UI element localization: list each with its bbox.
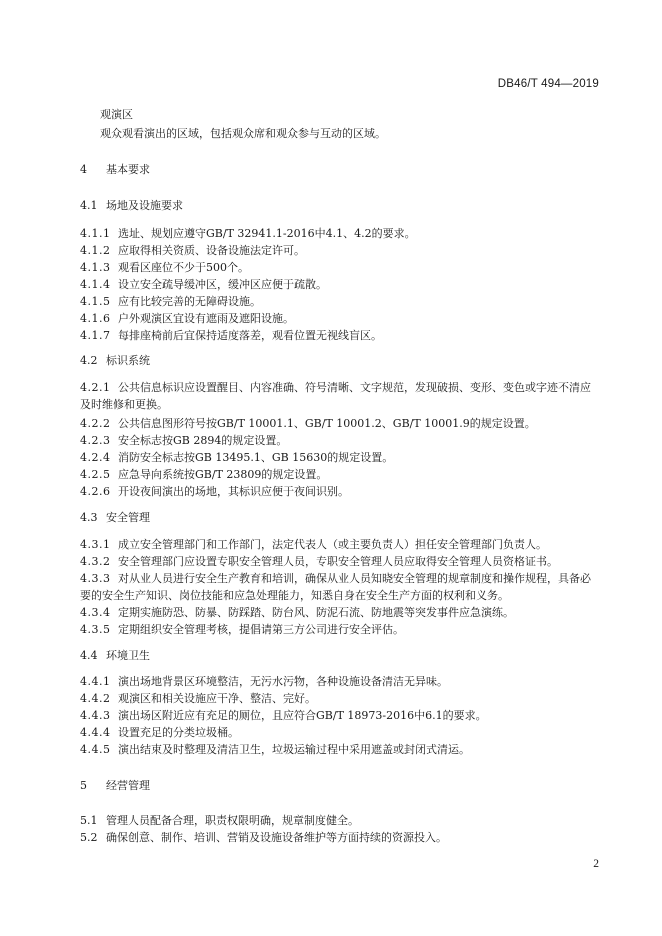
section-4-heading bbox=[80, 161, 600, 178]
section-4-4-heading bbox=[80, 647, 600, 664]
clause-number: 5.2 bbox=[80, 831, 98, 844]
section-number: 4.2 bbox=[80, 354, 98, 367]
section-number: 5 bbox=[80, 779, 87, 792]
term-definition: 观众观看演出的区域，包括观众席和观众参与互动的区域。 bbox=[100, 127, 386, 140]
clause-number: 4.1.6 bbox=[80, 312, 111, 325]
clause-text: 演出场区附近应有充足的厕位，且应符合GB/T 18973-2016中6.1的要求。 bbox=[118, 709, 487, 722]
clause-text: 演出场地背景区环境整洁，无污水污物，各种设施设备清洁无异味。 bbox=[118, 675, 448, 688]
clause-number: 4.4.4 bbox=[80, 726, 111, 739]
clause-number: 4.3.2 bbox=[80, 555, 111, 568]
clause-text: 设立安全疏导缓冲区，缓冲区应便于疏散。 bbox=[118, 278, 327, 291]
clause-4-3-3 bbox=[80, 570, 600, 604]
clause-4-2-2 bbox=[80, 415, 600, 432]
clause-number: 4.2.4 bbox=[80, 451, 111, 464]
term-title: 观演区 bbox=[100, 108, 133, 121]
clause-number: 4.3.4 bbox=[80, 606, 111, 619]
clause-text: 确保创意、制作、培训、营销及设施设备维护等方面持续的资源投入。 bbox=[106, 831, 447, 844]
clause-number: 4.2.6 bbox=[80, 485, 111, 498]
section-5-heading bbox=[80, 777, 600, 794]
clause-4-1-5 bbox=[80, 293, 600, 310]
clause-number: 5.1 bbox=[80, 814, 98, 827]
section-title: 标识系统 bbox=[106, 354, 150, 367]
clause-4-3-2 bbox=[80, 553, 600, 570]
clause-number: 4.1.1 bbox=[80, 227, 111, 240]
clause-number: 4.1.4 bbox=[80, 278, 111, 291]
clause-text: 每排座椅前后宜保持适度落差，观看位置无视线盲区。 bbox=[118, 329, 382, 342]
clause-text: 安全管理部门应设置专职安全管理人员，专职安全管理人员应取得安全管理人员资格证书。 bbox=[118, 555, 558, 568]
clause-number: 4.3.5 bbox=[80, 623, 111, 636]
clause-text: 公共信息图形符号按GB/T 10001.1、GB/T 10001.2、GB/T 10001.9的规定设置。 bbox=[118, 417, 536, 430]
clause-number: 4.3.3 bbox=[80, 572, 111, 585]
clause-4-2-3 bbox=[80, 432, 600, 449]
clause-number: 4.1.2 bbox=[80, 244, 111, 257]
clause-number: 4.4.2 bbox=[80, 692, 111, 705]
document-code: DB46/T 494—2019 bbox=[497, 78, 599, 90]
clause-4-2-5 bbox=[80, 466, 600, 483]
clause-text: 应有比较完善的无障碍设施。 bbox=[118, 295, 261, 308]
section-title: 环境卫生 bbox=[106, 649, 150, 662]
clause-4-2-6 bbox=[80, 483, 600, 500]
clause-text: 成立安全管理部门和工作部门，法定代表人（或主要负责人）担任安全管理部门负责人。 bbox=[118, 538, 547, 551]
clause-text: 应急导向系统按GB/T 23809的规定设置。 bbox=[118, 468, 328, 481]
section-title: 场地及设施要求 bbox=[106, 199, 183, 212]
clause-number: 4.1.7 bbox=[80, 329, 111, 342]
clause-text: 应取得相关资质、设备设施法定许可。 bbox=[118, 244, 305, 257]
clause-text: 消防安全标志按GB 13495.1、GB 15630的规定设置。 bbox=[118, 451, 394, 464]
clause-text: 开设夜间演出的场地，其标识应便于夜间识别。 bbox=[118, 485, 349, 498]
clause-4-1-7 bbox=[80, 327, 600, 344]
clause-4-1-3 bbox=[80, 259, 600, 276]
clause-4-4-4 bbox=[80, 724, 600, 741]
clause-text: 安全标志按GB 2894的规定设置。 bbox=[118, 434, 288, 447]
clause-number: 4.2.1 bbox=[80, 381, 111, 394]
clause-text: 观演区和相关设施应干净、整洁、完好。 bbox=[118, 692, 316, 705]
section-4-2-heading bbox=[80, 352, 600, 369]
clause-4-1-4 bbox=[80, 276, 600, 293]
clause-number: 4.4.5 bbox=[80, 743, 111, 756]
clause-4-4-1 bbox=[80, 673, 600, 690]
clause-5-1 bbox=[80, 812, 600, 829]
clause-number: 4.4.3 bbox=[80, 709, 111, 722]
clause-4-1-1 bbox=[80, 225, 600, 242]
clause-4-4-2 bbox=[80, 690, 600, 707]
clause-text: 观看区座位不少于500个。 bbox=[118, 261, 249, 274]
section-title: 基本要求 bbox=[106, 163, 150, 176]
clause-4-2-1 bbox=[80, 379, 600, 413]
clause-4-1-2 bbox=[80, 242, 600, 259]
section-title: 经营管理 bbox=[106, 779, 150, 792]
clause-text: 公共信息标识应设置醒目、内容准确、符号清晰、文字规范，发现破损、变形、变色或字迹不清应及时维修和更换。 bbox=[80, 381, 591, 411]
clause-4-1-6 bbox=[80, 310, 600, 327]
clause-text: 管理人员配备合理，职责权限明确，规章制度健全。 bbox=[106, 814, 359, 827]
clause-number: 4.1.3 bbox=[80, 261, 111, 274]
clause-number: 4.2.3 bbox=[80, 434, 111, 447]
section-title: 安全管理 bbox=[106, 511, 150, 524]
clause-4-3-5 bbox=[80, 621, 600, 638]
clause-4-3-1 bbox=[80, 536, 600, 553]
clause-text: 户外观演区宜设有遮雨及遮阳设施。 bbox=[118, 312, 294, 325]
clause-number: 4.2.2 bbox=[80, 417, 111, 430]
clause-text: 定期实施防恐、防暴、防踩踏、防台风、防泥石流、防地震等突发事件应急演练。 bbox=[118, 606, 514, 619]
clause-4-4-3 bbox=[80, 707, 600, 724]
clause-number: 4.3.1 bbox=[80, 538, 111, 551]
clause-number: 4.4.1 bbox=[80, 675, 111, 688]
clause-text: 设置充足的分类垃圾桶。 bbox=[118, 726, 239, 739]
section-4-3-heading bbox=[80, 509, 600, 526]
clause-text: 定期组织安全管理考核，提倡请第三方公司进行安全评估。 bbox=[118, 623, 404, 636]
section-number: 4.1 bbox=[80, 199, 98, 212]
section-4-1-heading bbox=[80, 197, 600, 214]
section-number: 4 bbox=[80, 163, 87, 176]
section-number: 4.4 bbox=[80, 649, 98, 662]
clause-text: 选址、规划应遵守GB/T 32941.1-2016中4.1、4.2的要求。 bbox=[118, 227, 416, 240]
clause-4-2-4 bbox=[80, 449, 600, 466]
clause-4-4-5 bbox=[80, 741, 600, 758]
clause-number: 4.1.5 bbox=[80, 295, 111, 308]
page-number: 2 bbox=[593, 858, 599, 870]
clause-text: 演出结束及时整理及清洁卫生，垃圾运输过程中采用遮盖或封闭式清运。 bbox=[118, 743, 470, 756]
clause-text: 对从业人员进行安全生产教育和培训，确保从业人员知晓安全管理的规章制度和操作规程，具备必要的安全生产知识、岗位技能和应急处理能力，知悉自身在安全生产方面的权利和义务。 bbox=[80, 572, 591, 602]
section-number: 4.3 bbox=[80, 511, 98, 524]
clause-5-2 bbox=[80, 829, 600, 846]
clause-number: 4.2.5 bbox=[80, 468, 111, 481]
clause-4-3-4 bbox=[80, 604, 600, 621]
